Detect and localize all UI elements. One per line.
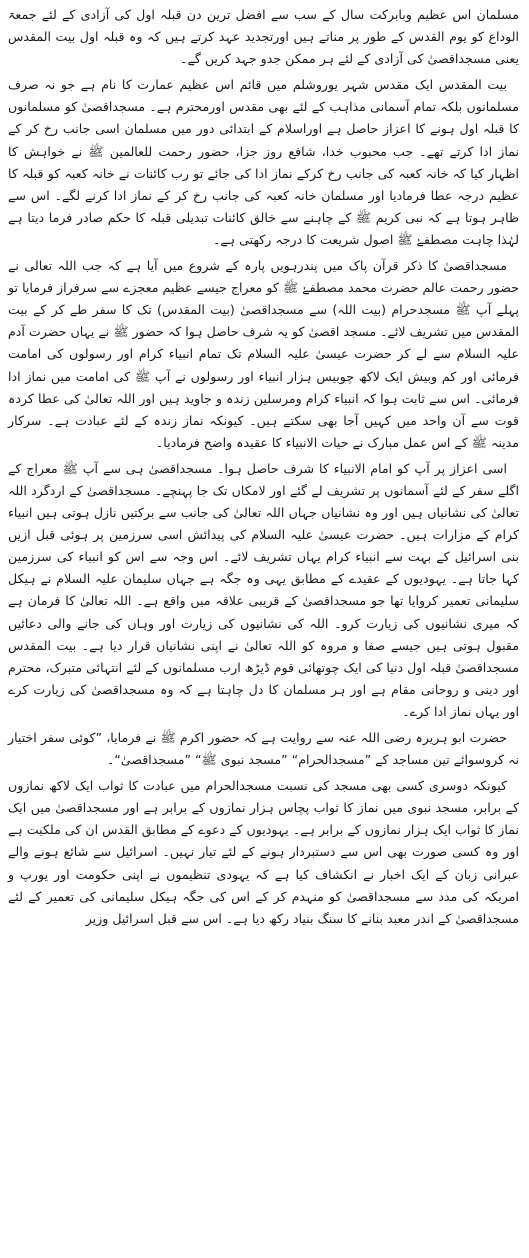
paragraph-sawab: کیونکہ دوسری کسی بھی مسجد کی نسبت مسجدالحرام میں عبادت کا ثواب ایک لاکھ نمازوں کے برابر، مسجد نبوی میں نماز کا ثواب پچاس ہزار نمازوں کے برابر ہے اور مسجداقصیٰ میں ایک نماز کا ثواب ایک ہزار نمازوں کے برابر ہے۔ یہودیوں کے دعوے کے مطابق القدس ان کی ملکیت ہے اور وہ کسی صورت بھی اس سے دستبردار ہونے کے لئے تیار نہیں۔ اسرائیل سے شائع ہونے والے عبرانی زبان کے ایک اخبار نے انکشاف کیا ہے کہ یہودی تنظیموں نے اپنی حکومت اور یورپ و امریکہ کی مدد سے مسجداقصیٰ کو منہدم کر کے اس کی جگہ ہیکل سلیمانی کی تعمیر کے لئے مسجداقصیٰ کے اندر معبد بنانے کا سنگ بنیاد رکھ دیا ہے۔ اس سے قبل اسرائیل وزیر [8, 778, 519, 926]
paragraph-imam-ul-anbiya: اسی اعزاز پر آپ کو امام الانبیاء کا شرف حاصل ہوا۔ مسجداقصیٰ ہی سے آپ ﷺ معراج کے اگلے سفر کے لئے آسمانوں پر تشریف لے گئے اور لامکاں تک جا پہنچے۔ مسجداقصیٰ کے اردگرد اللہ تعالیٰ کی نشانیاں ہیں اور وہ نشانیاں جہاں اللہ تعالیٰ کی جانب سے برکتیں نازل ہوتی ہیں انبیاء کرام کے مزارات ہیں۔ حضرت عیسیٰ علیہ السلام کی پیدائش اسی سرزمین پر ہوئی قبل ازیں بنی اسرائیل کے بہت سے انبیاء کرام یہاں تشریف لائے۔ اس وجہ سے اس کو انبیاء کی سرزمین کہا جاتا ہے۔ یہودیوں کے عقیدے کے مطابق یہی وہ جگہ ہے جہاں سلیمان علیہ السلام نے ہیکل سلیمانی تعمیر کروایا تھا جو مسجداقصیٰ کے قریبی علاقہ میں واقع ہے۔ اللہ تعالیٰ کا فرمان ہے کہ میری نشانیوں کی زیارت کرو۔ اللہ کی نشانیوں کی زیارت اور وہاں کی جانے والی دعائیں مقبول ہوتی ہیں جیسے صفا و مروہ کو اللہ تعالیٰ نے اپنی نشانیاں قرار دیا ہے۔ بیت المقدس مسجداقصیٰ قبلہ اول دنیا کی ایک چوتھائی قوم ڈیڑھ ارب مسلمانوں کے لئے انتہائی متبرک، محترم اور دینی و روحانی مقام ہے اور ہر مسلمان کا دل چاہتا ہے کہ وہ مسجداقصیٰ کی زیارت کرے اور یہاں نماز ادا کرے۔ [8, 460, 519, 719]
paragraph-quran-miraj: مسجداقصیٰ کا ذکر قرآن پاک میں پندرہویں پارہ کے شروع میں آیا ہے کہ جب اللہ تعالی نے حضور رحمت عالم حضرت محمد مصطفےٰ ﷺ کو معراج جیسے عظیم معجزے سے سرفراز فرمایا تو پہلے آپ ﷺ مسجدحرام (بیت اللہ) سے مسجداقصیٰ (بیت المقدس) تک کا سفر طے کر کے بیت المقدس میں تشریف لائے۔ مسجد اقصیٰ کو یہ شرف حاصل ہوا کہ حضور ﷺ نے یہاں حضرت آدم علیہ السلام سے لے کر حضرت عیسیٰ علیہ السلام تک تمام انبیاء کرام اور رسولوں کی امامت فرمائی اور کم وبیش ایک لاکھ چوبیس ہزار انبیاء اور رسولوں نے آپ ﷺ کی امامت میں نماز ادا فرمائی۔ اس سے ثابت ہوا کہ انبیاء کرام ومرسلین زندہ و جاوید ہیں اور اللہ تعالیٰ کی عطا کردہ قوت سے آن واحد میں کہیں آجا بھی سکتے ہیں۔ کیونکہ نماز زندہ کے لئے عبادت ہے۔ سرکار مدینہ ﷺ کے اس عمل مبارک نے حیات الانبیاء کا عقیدہ واضح فرمادیا۔ [8, 258, 519, 450]
paragraph-baitul-muqaddas: بیت المقدس ایک مقدس شہر یوروشلم میں قائم اس عظیم عمارت کا نام ہے جو نہ صرف مسلمانوں بلکہ تمام آسمانی مذاہب کے لئے بھی مقدس اورمحترم ہے۔ مسجداقصیٰ کو مسلمانوں کا قبلہ اول ہونے کا اعزاز حاصل ہے اوراسلام کے ابتدائی دور میں مسلمان اسی جانب رخ کر کے نماز ادا کرتے تھے۔ جب محبوب خدا، شافع روز جزا، حضور رحمت للعالمین ﷺ نے خواہش کا اظہار کیا کہ خانہ کعبہ کی جانب رخ کرکے نماز ادا کی جائے تو رب کائنات نے خانہ کعبہ کو قبلہ کا عظیم درجہ عطا فرمادیا اور مسلمان خانہ کعبہ کی جانب رخ کر کے نماز ادا کرنے لگے۔ اس سے ظاہر ہوتا ہے کہ نبی کریم ﷺ کے چاہنے سے خالق کائنات تبدیلی قبلہ کا حکم صادر فرما دیتا ہے لہٰذا چاہت مصطفےٰ ﷺ اصول شریعت کا درجہ رکھتی ہے۔ [8, 77, 519, 247]
paragraph-youm-ul-quds: مسلمان اس عظیم وبابرکت سال کے سب سے افضل ترین دن قبلہ اول کی آزادی کے لئے جمعۃ الوداع کو یوم القدس کے طور پر مناتے ہیں اورتجدید عہد کرتے ہیں کہ وہ قبلہ اول بیت المقدس یعنی مسجداقصیٰ کی آزادی کے لئے ہر ممکن جدو جہد کریں گے۔ [8, 7, 519, 67]
paragraph-hadith: حضرت ابو ہریرہ رضی اللہ عنہ سے روایت ہے کہ حضور اکرم ﷺ نے فرمایا، ”کوئی سفر اختیار نہ کروسوائے تین مساجد کے ”مسجدالحرام“ ”مسجد نبوی ﷺ“ ”مسجداقصیٰ“۔ [8, 730, 519, 768]
